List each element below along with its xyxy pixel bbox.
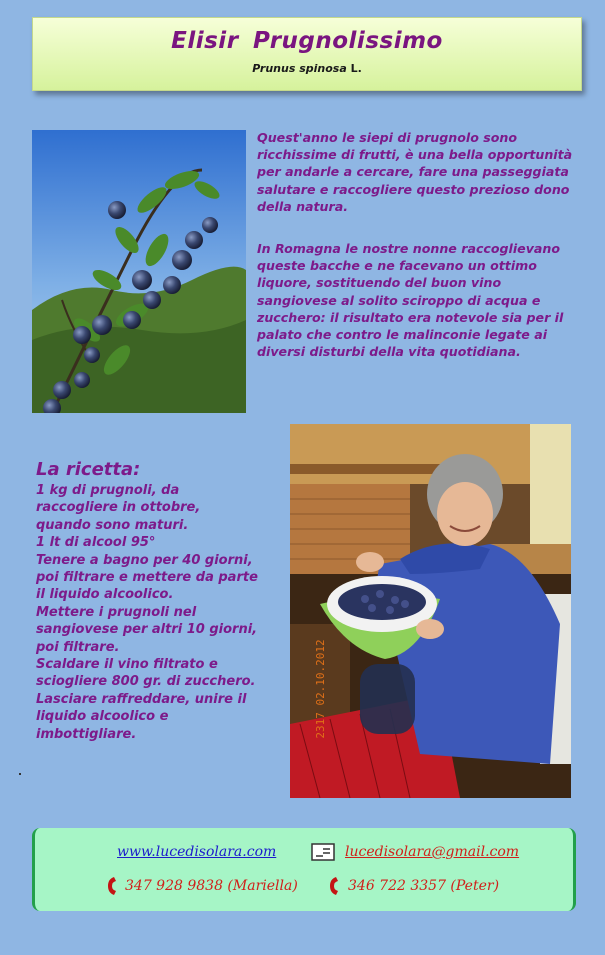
recipe-line: liquido alcoolico e <box>36 709 169 725</box>
phone-icon <box>105 875 119 897</box>
header-box <box>32 17 582 91</box>
recipe-line: Mettere i prugnoli nel <box>36 604 197 620</box>
intro-paragraph-2: In Romagna le nostre nonne raccoglievano queste bacche e ne facevano un ottimo liquore, sostituendo del buon vino sangiovese al solito sciroppo di acqua e zucchero: il risultato era notevole sia per il palato che contro le malinconie legate ai diversi disturbi della vita quotidiana. <box>257 241 564 360</box>
photo-date-stamp: 2317 02.10.2012 <box>314 639 327 739</box>
species-subtitle <box>33 62 581 75</box>
recipe-line: poi filtrare e mettere da parte <box>36 570 258 586</box>
woman-with-berries-photo <box>290 424 571 798</box>
envelope-icon <box>311 843 335 861</box>
recipe-line: poi filtrare. <box>36 639 120 655</box>
recipe-line: Tenere a bagno per 40 giorni, <box>36 552 253 568</box>
recipe-title: La ricetta: <box>36 459 141 480</box>
blackthorn-branch-photo <box>32 130 246 413</box>
phone-number-2[interactable]: 346 722 3357 (Peter) <box>348 878 500 894</box>
phone-number-1[interactable]: 347 928 9838 (Mariella) <box>125 878 298 894</box>
recipe-line: 1 lt di alcool 95° <box>36 535 156 551</box>
recipe-line: sciogliere 800 gr. di zucchero. <box>36 674 256 690</box>
intro-paragraph-1: Quest'anno le siepi di prugnolo sono ricchissime di frutti, è una bella opportunità per andarle a cercare, fare una passeggiata salutare e raccogliere questo prezioso dono della natura. <box>257 130 573 214</box>
recipe-lines <box>36 482 286 743</box>
recipe-line: sangiovese per altri 10 giorni, <box>36 622 258 638</box>
website-link[interactable]: www.lucedisolara.com <box>117 844 277 860</box>
phone-icon <box>327 875 341 897</box>
recipe-line: Lasciare raffreddare, unire il <box>36 691 247 707</box>
email-link[interactable]: lucedisolara@gmail.com <box>345 844 520 860</box>
recipe-line: quando sono maturi. <box>36 517 189 533</box>
stray-dot <box>19 773 21 775</box>
contact-footer <box>32 828 576 911</box>
species-author: L. <box>350 62 362 75</box>
page-title: Elisir Prugnolissimo <box>171 28 443 54</box>
recipe-section <box>36 459 286 743</box>
species-name: Prunus spinosa <box>252 62 347 75</box>
recipe-line: il liquido alcoolico. <box>36 587 174 603</box>
recipe-line: imbottigliare. <box>36 726 137 742</box>
recipe-line: Scaldare il vino filtrato e <box>36 657 218 673</box>
recipe-line: raccogliere in ottobre, <box>36 500 201 516</box>
recipe-line: 1 kg di prugnoli, da <box>36 483 180 498</box>
